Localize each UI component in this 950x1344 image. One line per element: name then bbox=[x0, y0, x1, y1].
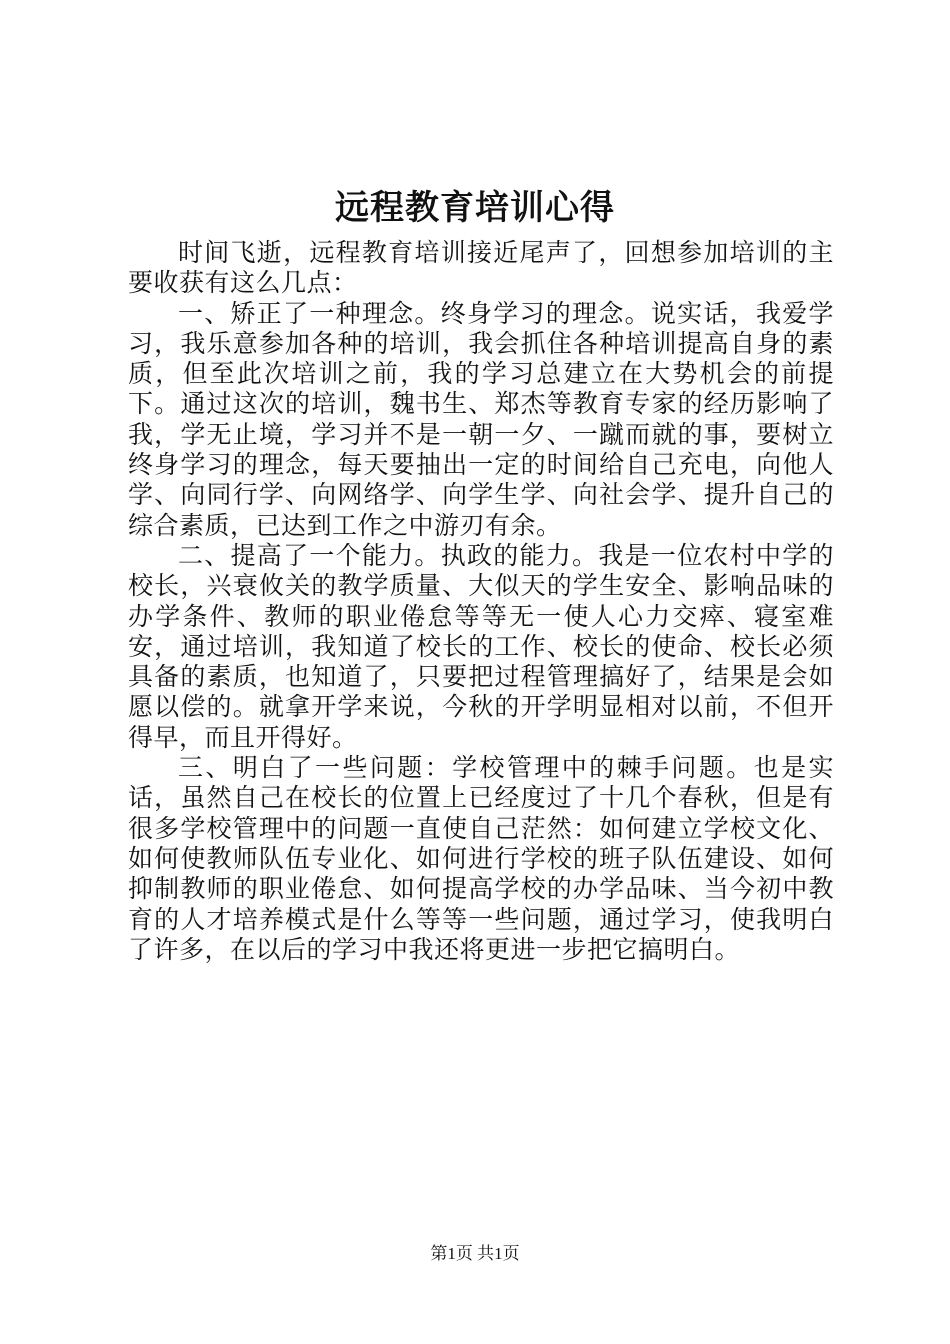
page-footer: 第1页 共1页 bbox=[430, 1244, 520, 1263]
paragraph-intro: 时间飞逝，远程教育培训接近尾声了，回想参加培训的主要收获有这么几点： bbox=[128, 238, 834, 298]
document-title: 远程教育培训心得 bbox=[335, 188, 615, 228]
paragraph-one: 一、矫正了一种理念。终身学习的理念。说实话，我爱学习，我乐意参加各种的培训，我会抓住各种培训提高自身的素质，但至此次培训之前，我的学习总建立在大势机会的前提下。通过这次的培训，魏书生、郑杰等教育专家的经历影响了我，学无止境，学习并不是一朝一夕、一蹴而就的事，要树立终身学习的理念，每天要抽出一定的时间给自己充电，向他人学、向同行学、向网络学、向学生学、向社会学、提升自己的综合素质，已达到工作之中游刃有余。 bbox=[128, 298, 834, 540]
paragraph-two: 二、提高了一个能力。执政的能力。我是一位农村中学的校长，兴衰攸关的教学质量、大似天的学生安全、影响品味的办学条件、教师的职业倦怠等等无一使人心力交瘁、寝室难安，通过培训，我知道了校长的工作、校长的使命、校长必须具备的素质，也知道了，只要把过程管理搞好了，结果是会如愿以偿的。就拿开学来说，今秋的开学明显相对以前，不但开得早，而且开得好。 bbox=[128, 540, 834, 752]
paragraph-three: 三、明白了一些问题：学校管理中的棘手问题。也是实话，虽然自己在校长的位置上已经度过了十几个春秋，但是有很多学校管理中的问题一直使自己茫然：如何建立学校文化、如何使教师队伍专业化、如何进行学校的班子队伍建设、如何抑制教师的职业倦怠、如何提高学校的办学品味、当今初中教育的人才培养模式是什么等等一些问题，通过学习，使我明白了许多，在以后的学习中我还将更进一步把它搞明白。 bbox=[128, 753, 834, 964]
document-body bbox=[128, 238, 834, 965]
